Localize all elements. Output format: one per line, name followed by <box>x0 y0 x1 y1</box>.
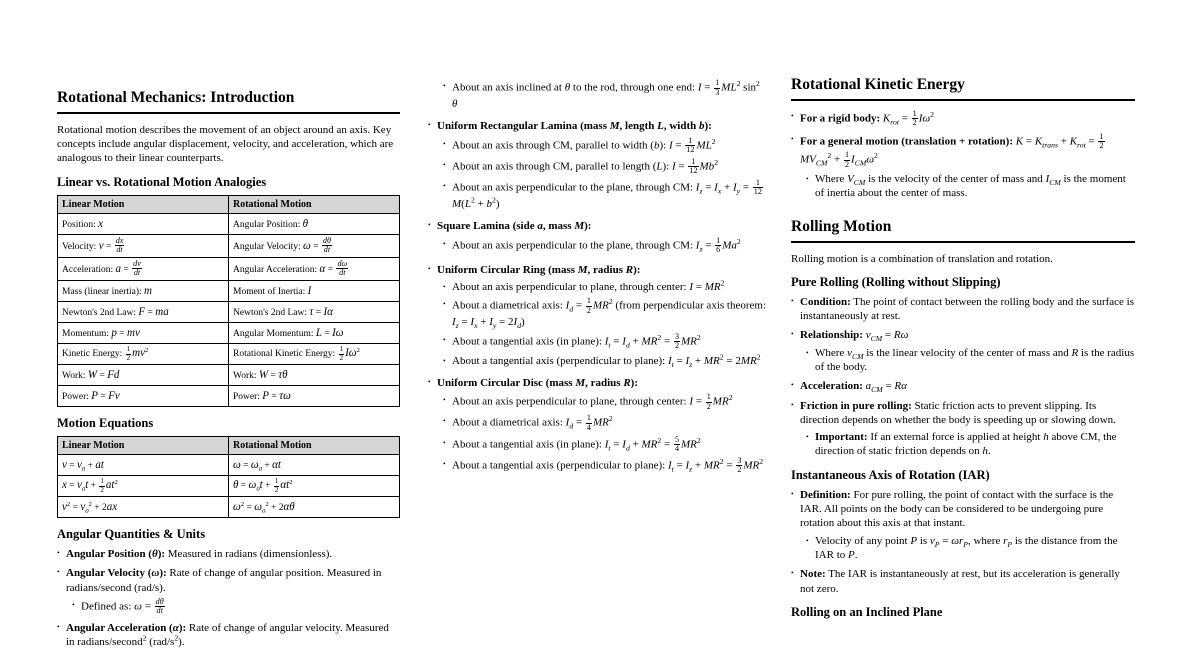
rolling-intro-paragraph: Rolling motion is a combination of translation and rotation. <box>791 252 1053 265</box>
list-item: • Angular Velocity (ω): Rate of change of angular position. Measured in radians/second (rad/s). <box>57 566 400 595</box>
table-row <box>58 280 400 301</box>
list-item: • About a tangential axis (perpendicular to plane): $I_t = I_z + MR^2 = 2MR^2$ <box>443 354 766 368</box>
list-item: • About a tangential axis (in plane): $I_t = I_d + MR^2$ = $\frac{3}{2}$ $MR^2$ <box>443 333 766 351</box>
list-item: • Where $V_{CM}$ is the velocity of the center of mass and $I_{CM}$ is the moment of inertia about the center of mass. <box>806 172 1135 201</box>
column-intro <box>57 75 400 655</box>
list-item: • About an axis perpendicular to the plane, through CM: $I_z$ = $\frac{1}{6}$ Ma$^2$ <box>443 237 766 255</box>
table-cell: $\omega^2 = \omega_0^2 + 2\alpha\theta$ <box>229 496 400 517</box>
table-cell: Mass (linear inertia): m <box>58 280 229 301</box>
list-item: • About an axis perpendicular to the plane, through CM: $I_z = I_x + I_y$ = $\frac{1}{12}$ $M(L^2 + b^2)$ <box>443 179 766 211</box>
list-item: • Angular Acceleration (α): Rate of change of angular velocity. Measured in radians/second$^2$ $(rad/s^2)$. <box>57 621 400 650</box>
table-row <box>58 257 400 280</box>
list-item: • Friction in pure rolling: Static friction acts to prevent slipping. Its direction depends on whether the body is speeding up or slowing down. <box>791 399 1135 428</box>
table-cell: Newton's 2nd Law: F = ma <box>58 301 229 322</box>
table-cell: $\theta = \omega_0t$ + $\frac{1}{2}$ $\alpha t^2$ <box>229 475 400 496</box>
list-item: • About an axis perpendicular to plane, through center: $I = MR^2$ <box>443 280 766 294</box>
list-item: • About a diametrical axis: $I_d$ = $\frac{1}{4}$ $MR^2$ <box>443 414 766 432</box>
list-item: • About an axis inclined at θ to the rod, through one end: I = $\frac{1}{3}$ $ML^2$ $\sin^2 \theta$ <box>443 79 766 111</box>
table-cell: Rotational Kinetic Energy: $\frac{1}{2}$ $I\omega^2$ <box>229 343 400 364</box>
table-cell: Angular Acceleration: α = $\frac{d\omega}{dt}$ <box>229 257 400 280</box>
table-cell: Power: P = Fv <box>58 385 229 406</box>
column-kinetic-rolling <box>791 75 1135 655</box>
heading-analogies: Linear vs. Rotational Motion Analogies <box>57 174 267 189</box>
list-item: • Uniform Rectangular Lamina (mass M, length L, width b): <box>428 119 766 133</box>
table-cell: Velocity: v = $\frac{dx}{dt}$ <box>58 234 229 257</box>
list-item: • About a tangential axis (in plane): $I_t = I_d + MR^2$ = $\frac{5}{4}$ $MR^2$ <box>443 436 766 454</box>
list-item: • About an axis perpendicular to plane, through center: I = $\frac{1}{2}$ $MR^2$ <box>443 393 766 411</box>
list-item: • Defined as: ω = $\frac{d\theta}{dt}$ <box>72 598 400 616</box>
table-cell: $x = v_0t$ + $\frac{1}{2}$ $at^2$ <box>58 475 229 496</box>
table-header-cell: Rotational Motion <box>229 436 400 454</box>
table-row <box>58 234 400 257</box>
list-item: • For a general motion (translation + rotation): $K = K_{trans} + K_{rot}$ = $\frac{1}{2}$ $MV_{CM}^2$ + $\frac{1}{2}$ $I_{CM}\omega^2$ <box>791 133 1135 169</box>
list-item: • Velocity of any point P is $v_P = \omega r_P$, where $r_P$ is the distance from the IAR to P. <box>806 534 1135 563</box>
list-item: • About an axis through CM, parallel to length (L): I = $\frac{1}{12}$ Mb$^2$ <box>443 158 766 176</box>
list-item: • About a diametrical axis: $I_d$ = $\frac{1}{2}$ $MR^2$ (from perpendicular axis theorem: $I_z = I_x + I_y = 2I_d$) <box>443 297 766 329</box>
list-item: • Note: The IAR is instantaneously at rest, but its acceleration is generally not zero. <box>791 567 1135 596</box>
intro-paragraph: Rotational motion describes the movement of an object around an axis. Key concepts include angular displacement, velocity, and acceleration, which are analogous to their linear counterparts. <box>57 123 394 165</box>
list-item: • Angular Position (θ): Measured in radians (dimensionless). <box>57 547 400 561</box>
table-cell: Angular Position: θ <box>229 213 400 234</box>
table-header-row <box>58 436 400 454</box>
table-cell: Work: W = Fd <box>58 364 229 385</box>
section-title-rolling-motion: Rolling Motion <box>791 218 1135 243</box>
table-cell: $\omega = \omega_0 + \alpha t$ <box>229 454 400 475</box>
table-header-cell: Rotational Motion <box>229 195 400 213</box>
table-row <box>58 496 400 517</box>
table-row <box>58 475 400 496</box>
table-cell: Acceleration: a = $\frac{dv}{dt}$ <box>58 257 229 280</box>
table-cell: Kinetic Energy: $\frac{1}{2}$ $mv^2$ <box>58 343 229 364</box>
table-header-cell: Linear Motion <box>58 436 229 454</box>
list-item: • For a rigid body: $K_{rot}$ = $\frac{1}{2}$ $I\omega^2$ <box>791 110 1135 128</box>
table-cell: Angular Momentum: L = Iω <box>229 322 400 343</box>
heading-motion-equations: Motion Equations <box>57 415 154 430</box>
table-header-row <box>58 195 400 213</box>
list-item: • Relationship: $v_{CM} = R\omega$ <box>791 328 1135 342</box>
table-row <box>58 385 400 406</box>
table-cell: Angular Velocity: ω = $\frac{d\theta}{dt}$ <box>229 234 400 257</box>
list-item: • About an axis through CM, parallel to width (b): I = $\frac{1}{12}$ $ML^2$ <box>443 137 766 155</box>
table-cell: Work: W = τθ <box>229 364 400 385</box>
table-row <box>58 213 400 234</box>
table-row <box>58 322 400 343</box>
table-cell: Newton's 2nd Law: τ = Iα <box>229 301 400 322</box>
table-header-cell: Linear Motion <box>58 195 229 213</box>
table-row <box>58 364 400 385</box>
list-item: • Uniform Circular Ring (mass M, radius R): <box>428 263 766 277</box>
heading-iar: Instantaneous Axis of Rotation (IAR) <box>791 467 990 482</box>
table-cell: Power: P = τω <box>229 385 400 406</box>
list-item: • Where $v_{CM}$ is the linear velocity of the center of mass and R is the radius of the body. <box>806 346 1135 375</box>
table-cell: Moment of Inertia: I <box>229 280 400 301</box>
motion-equations-table <box>57 436 400 518</box>
heading-angular-quantities: Angular Quantities & Units <box>57 526 206 541</box>
heading-inclined-plane: Rolling on an Inclined Plane <box>791 604 943 619</box>
heading-pure-rolling: Pure Rolling (Rolling without Slipping) <box>791 274 1001 289</box>
table-cell: Position: x <box>58 213 229 234</box>
analogies-table <box>57 195 400 407</box>
list-item: • Definition: For pure rolling, the point of contact with the surface is the IAR. All points on the body can be considered to be undergoing pure rotation about this axis at that instant. <box>791 488 1135 531</box>
list-item: • Acceleration: $a_{CM} = R\alpha$ <box>791 379 1135 393</box>
list-item: • Important: If an external force is applied at height h above CM, the direction of static friction depends on h. <box>806 430 1135 459</box>
section-title-kinetic-energy: Rotational Kinetic Energy <box>791 76 1135 101</box>
list-item: • Condition: The point of contact between the rolling body and the surface is instantaneously at rest. <box>791 295 1135 324</box>
table-row <box>58 343 400 364</box>
table-row <box>58 301 400 322</box>
list-item: • Square Lamina (side a, mass M): <box>428 219 766 233</box>
table-cell: $v^2 = v_0^2 + 2ax$ <box>58 496 229 517</box>
table-cell: $v = v_0$ + at <box>58 454 229 475</box>
table-row <box>58 454 400 475</box>
table-cell: Momentum: p = mv <box>58 322 229 343</box>
list-item: • About a tangential axis (perpendicular to plane): $I_t = I_z + MR^2$ = $\frac{3}{2}$ $MR^2$ <box>443 457 766 475</box>
section-title-introduction: Rotational Mechanics: Introduction <box>57 89 400 114</box>
column-moments-of-inertia <box>428 75 766 655</box>
list-item: • Uniform Circular Disc (mass M, radius R): <box>428 376 766 390</box>
